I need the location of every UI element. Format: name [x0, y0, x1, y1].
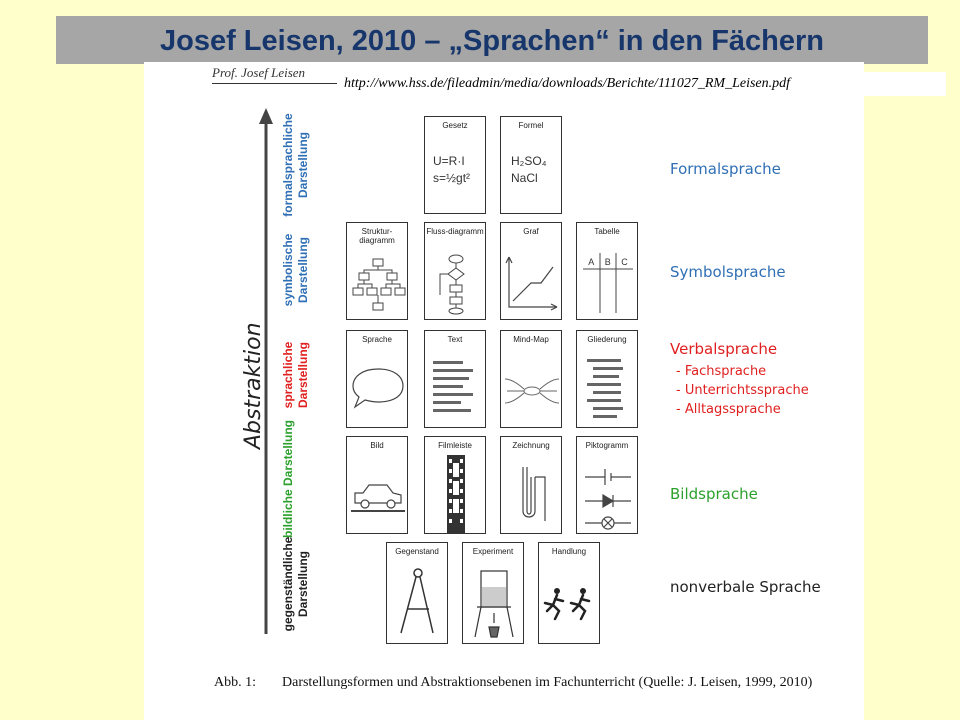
graph-icon	[501, 223, 563, 321]
card-bild: Bild	[346, 436, 408, 534]
tree-diagram-icon	[347, 223, 409, 321]
level-bildsprache: Bildsprache	[670, 485, 758, 503]
row-label-formal: formalsprachliche Darstellung	[281, 113, 310, 217]
level-formalsprache: Formalsprache	[670, 160, 781, 178]
card-filmleiste: Filmleiste	[424, 436, 486, 534]
sublevel-alltagssprache: - Alltagssprache	[676, 402, 781, 417]
row-label-pictorial: bildliche Darstellung	[281, 419, 295, 539]
card-gliederung: Gliederung	[576, 330, 638, 428]
caption-label: Abb. 1:	[214, 675, 256, 690]
car-icon	[347, 437, 409, 535]
row-label-verbal: sprachliche Darstellung	[281, 341, 310, 409]
table-header: A B C	[588, 257, 628, 267]
beaker-burner-icon	[463, 543, 525, 645]
row-label-symbolic: symbolische Darstellung	[281, 233, 310, 307]
level-verbalsprache: Verbalsprache	[670, 340, 778, 358]
mind-map-icon	[501, 331, 563, 429]
chem-formula: H₂SO₄ NaCl	[511, 154, 547, 185]
card-gesetz: Gesetz U=R·I s=½gt²	[424, 116, 486, 214]
card-graf: Graf	[500, 222, 562, 320]
caption-text: Darstellungsformen und Abstraktionsebenen im Fachunterricht (Quelle: J. Leisen, 1999, 2010)	[282, 675, 813, 690]
slide-title: Josef Leisen, 2010 – „Sprachen“ in den Fächern	[159, 25, 825, 57]
text-lines-icon	[425, 331, 487, 429]
row-label-concrete: gegenständliche Darstellung	[281, 536, 310, 632]
card-strukturdiagramm: Struktur-diagramm	[346, 222, 408, 320]
sublevel-unterrichtssprache: - Unterrichtssprache	[676, 383, 809, 398]
running-people-icon	[539, 543, 601, 645]
level-symbolsprache: Symbolsprache	[670, 263, 786, 281]
law-formula: U=R·I s=½gt²	[433, 154, 471, 185]
card-experiment: Experiment	[462, 542, 524, 644]
source-url[interactable]: http://www.hss.de/fileadmin/media/downloads/Berichte/111027_RM_Leisen.pdf	[338, 72, 946, 96]
sublevel-fachsprache: - Fachsprache	[676, 364, 767, 379]
compass-icon	[387, 543, 449, 645]
film-strip-icon	[425, 437, 487, 535]
card-text: Text	[424, 330, 486, 428]
card-formel: Formel H₂SO₄ NaCl	[500, 116, 562, 214]
card-sprache: Sprache	[346, 330, 408, 428]
table-grid-icon	[577, 223, 639, 321]
u-tube-drawing-icon	[501, 437, 563, 535]
card-mindmap: Mind-Map	[500, 330, 562, 428]
card-gegenstand: Gegenstand	[386, 542, 448, 644]
speech-bubble-icon	[347, 331, 409, 429]
title-bar	[56, 16, 928, 64]
circuit-symbols-icon	[577, 437, 639, 535]
card-tabelle: Tabelle A B C	[576, 222, 638, 320]
card-zeichnung: Zeichnung	[500, 436, 562, 534]
outline-icon	[577, 331, 639, 429]
card-piktogramm: Piktogramm	[576, 436, 638, 534]
card-handlung: Handlung	[538, 542, 600, 644]
flow-chart-icon	[425, 223, 487, 321]
doc-header: Prof. Josef Leisen	[212, 65, 337, 84]
card-flussdiagramm: Fluss-diagramm	[424, 222, 486, 320]
level-nonverbal: nonverbale Sprache	[670, 578, 821, 596]
axis-label: Abstraktion	[241, 322, 266, 449]
